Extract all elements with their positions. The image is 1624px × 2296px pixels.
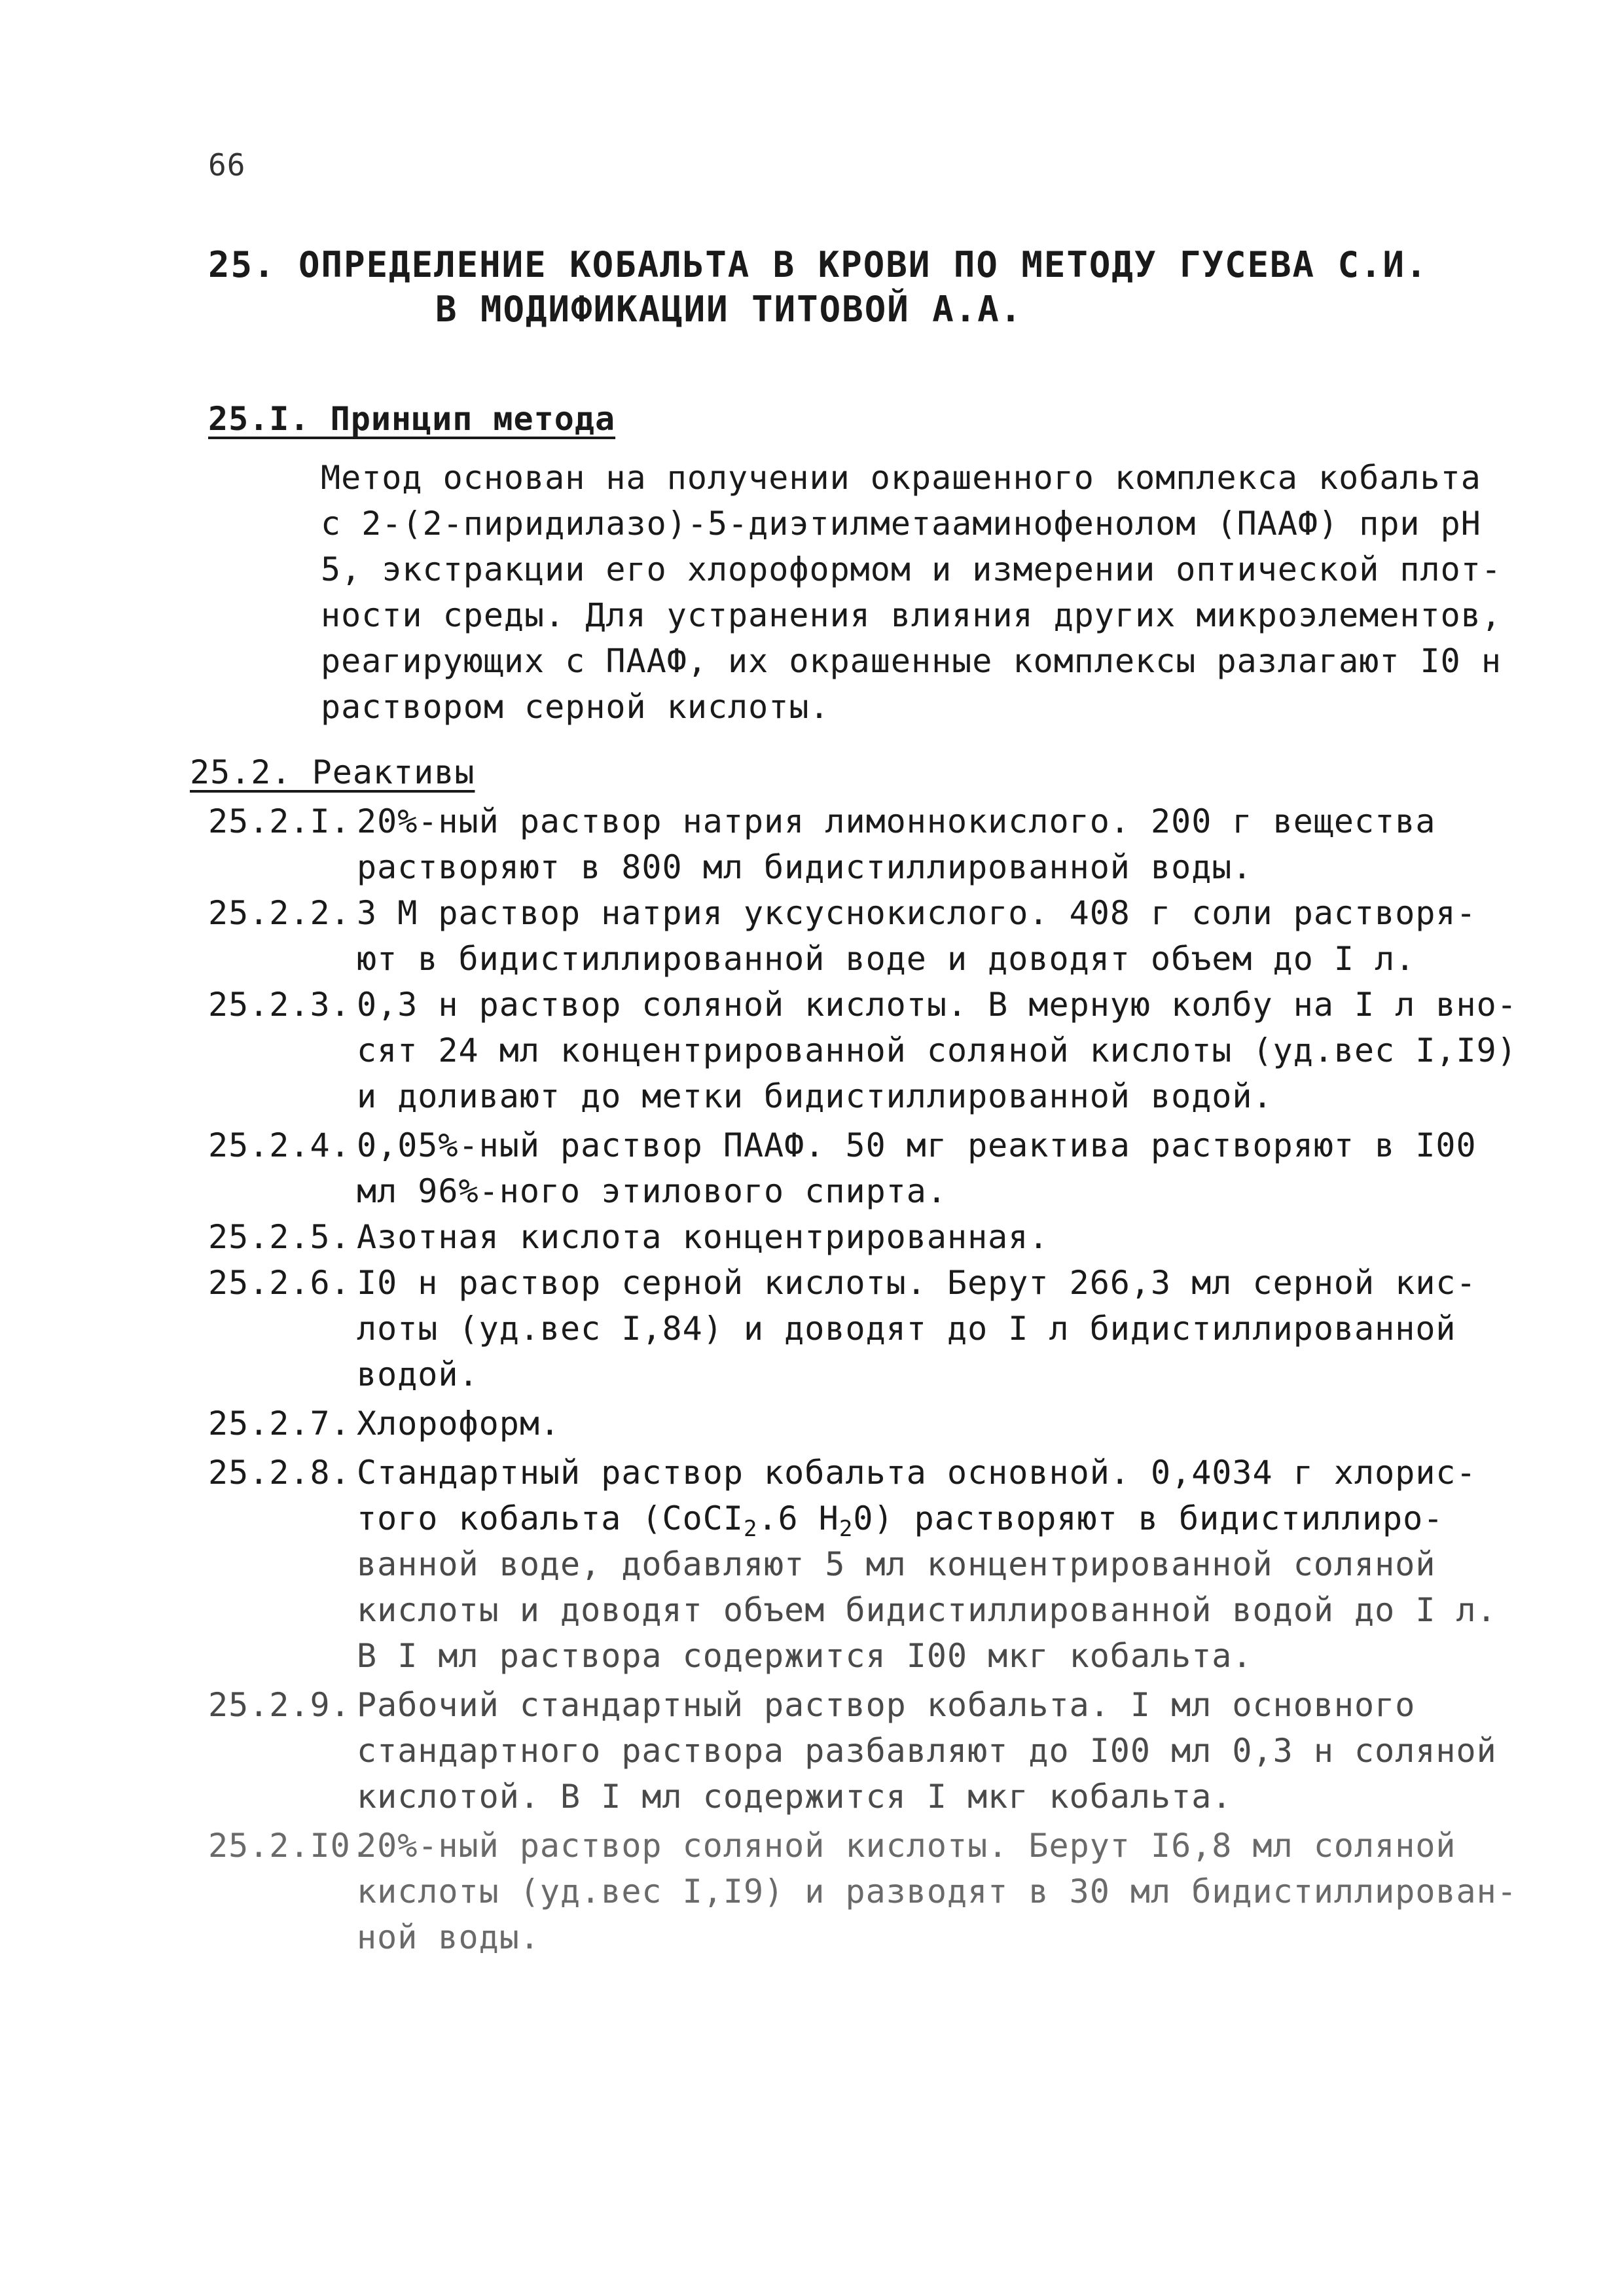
page-number: 66 (208, 147, 246, 183)
reagent-number: 25.2.6. (208, 1264, 351, 1302)
principle-line: ности среды. Для устранения влияния других микроэлементов, (321, 596, 1502, 634)
reagent-text: лоты (уд.вес I,84) и доводят до I л бидистиллированной (357, 1310, 1456, 1348)
reagent-text: 0,3 н раствор соляной кислоты. В мерную колбу на I л вно- (357, 986, 1517, 1024)
principle-line: Метод основан на получении окрашенного комплекса кобальта (321, 459, 1481, 497)
formula-subscript: 2 (743, 1516, 758, 1542)
reagent-text: 3 М раствор натрия уксуснокислого. 408 г соли растворя- (357, 894, 1477, 932)
reagent-number: 25.2.7. (208, 1405, 351, 1443)
reagent-number: 25.2.9. (208, 1686, 351, 1724)
principle-heading: 25.I. Принцип метода (208, 400, 616, 438)
reagent-text: сят 24 мл концентрированной соляной кислоты (уд.вес I,I9) (357, 1031, 1517, 1069)
principle-line: 5, экстракции его хлороформом и измерении оптической плот- (321, 550, 1502, 588)
reagent-text: 20%-ный раствор соляной кислоты. Берут I6,8 мл соляной (357, 1827, 1456, 1865)
reagent-text: Рабочий стандартный раствор кобальта. I мл основного (357, 1686, 1416, 1724)
reagent-text: и доливают до метки бидистиллированной водой. (357, 1077, 1273, 1115)
principle-line: с 2-(2-пиридилазо)-5-диэтилметааминофенолом (ПААФ) при рН (321, 505, 1481, 543)
reagent-text: растворяют в 800 мл бидистиллированной воды. (357, 848, 1253, 886)
formula-part: .6 H (757, 1499, 839, 1537)
reagent-text: 20%-ный раствор натрия лимоннокислого. 200 г вещества (357, 802, 1436, 840)
formula-part: того кобальта (CoCI (357, 1499, 744, 1537)
reagent-text: ют в бидистиллированной воде и доводят объем до I л. (357, 940, 1416, 978)
reagents-heading: 25.2. Реактивы (190, 753, 475, 791)
reagent-text: Азотная кислота концентрированная. (357, 1218, 1049, 1256)
reagent-text: Хлороформ. (357, 1405, 561, 1443)
reagent-text-with-formula (357, 1499, 1444, 1542)
formula-subscript: 2 (839, 1516, 854, 1542)
reagent-text: ной воды. (357, 1918, 540, 1956)
formula-part: 0) растворяют в бидистиллиро- (853, 1499, 1444, 1537)
principle-line: реагирующих с ПААФ, их окрашенные комплексы разлагают I0 н (321, 642, 1502, 680)
reagent-number: 25.2.5. (208, 1218, 351, 1256)
reagent-number: 25.2.8. (208, 1454, 351, 1492)
reagent-number: 25.2.3. (208, 986, 351, 1024)
reagent-text: кислоты и доводят объем бидистиллированной водой до I л. (357, 1591, 1497, 1629)
reagent-text: мл 96%-ного этилового спирта. (357, 1172, 947, 1210)
reagent-text: I0 н раствор серной кислоты. Берут 266,3 мл серной кис- (357, 1264, 1477, 1302)
reagent-text: кислотой. В I мл содержится I мкг кобальта. (357, 1778, 1233, 1816)
principle-line: раствором серной кислоты. (321, 688, 830, 726)
reagent-number: 25.2.I. (208, 802, 351, 840)
reagent-text: Стандартный раствор кобальта основной. 0,4034 г хлорис- (357, 1454, 1477, 1492)
reagent-number: 25.2.2. (208, 894, 351, 932)
reagent-number: 25.2.4. (208, 1126, 351, 1164)
document-title-line-2: В МОДИФИКАЦИИ ТИТОВОЙ А.А. (435, 289, 1023, 330)
reagent-text: водой. (357, 1355, 479, 1393)
document-title-line-1: 25. ОПРЕДЕЛЕНИЕ КОБАЛЬТА В КРОВИ ПО МЕТОДУ ГУСЕВА С.И. (208, 244, 1428, 285)
reagent-text: В I мл раствора содержится I00 мкг кобальта. (357, 1637, 1253, 1675)
reagent-text: кислоты (уд.вес I,I9) и разводят в 30 мл бидистиллирован- (357, 1873, 1517, 1910)
reagent-number: 25.2.I0. (208, 1827, 371, 1865)
reagent-text: 0,05%-ный раствор ПААФ. 50 мг реактива растворяют в I00 (357, 1126, 1477, 1164)
reagent-text: ванной воде, добавляют 5 мл концентрированной соляной (357, 1545, 1436, 1583)
reagent-text: стандартного раствора разбавляют до I00 мл 0,3 н соляной (357, 1732, 1497, 1770)
